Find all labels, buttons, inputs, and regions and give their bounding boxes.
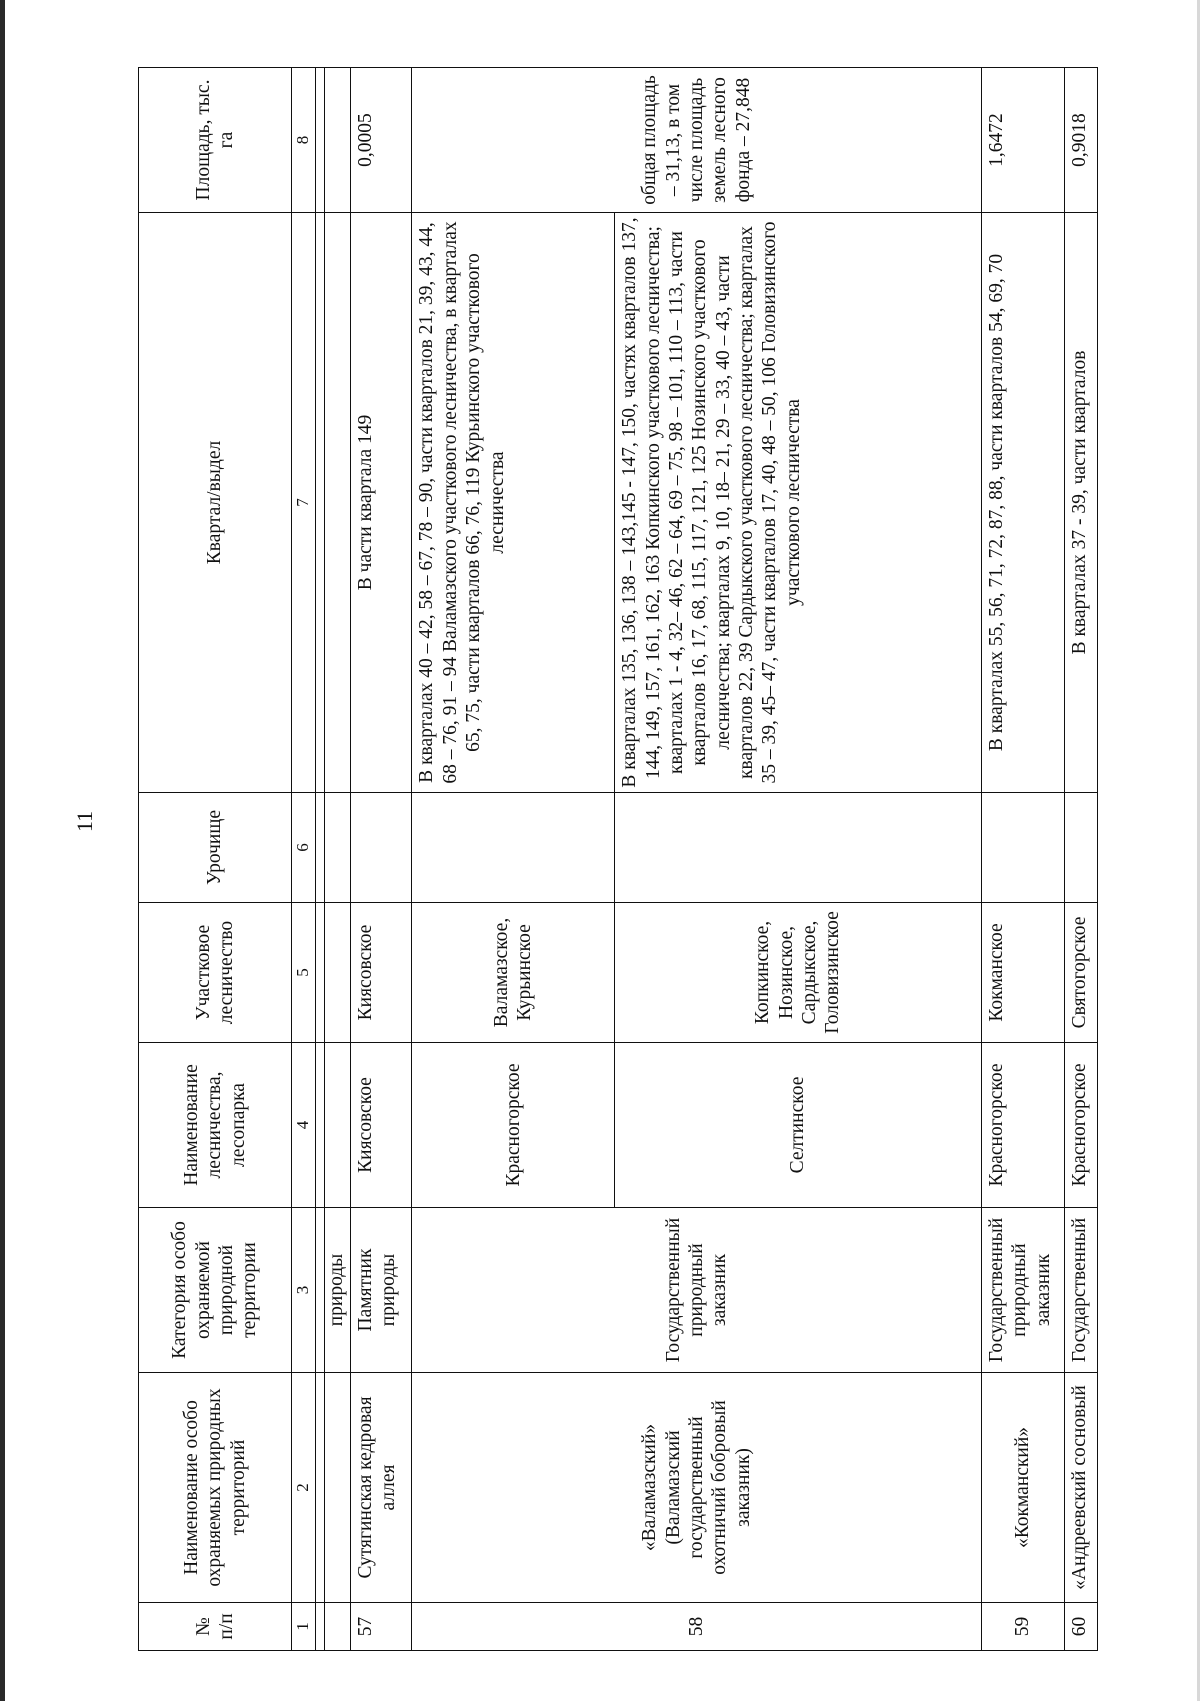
colnum-6: 6: [292, 793, 316, 903]
row-kvartal: В кварталах 37 - 39, части кварталов: [1065, 213, 1098, 793]
row-district: Копкинское, Нозинское, Сардыкское, Головизинское: [615, 903, 982, 1043]
colnum-4: 4: [292, 1043, 316, 1208]
protected-areas-table: [138, 67, 1098, 1651]
colnum-7: 7: [292, 213, 316, 793]
colnum-8: 8: [292, 68, 316, 213]
row-district: Святогорское: [1065, 903, 1098, 1043]
continuation-row: [324, 68, 350, 1651]
header-num: № п/п: [139, 1603, 292, 1651]
row-category: Памятник природы: [350, 1208, 411, 1373]
row-forestry: Селтинское: [615, 1043, 982, 1208]
row-forestry: Красногорское: [1065, 1043, 1098, 1208]
colnum-1: 1: [292, 1603, 316, 1651]
row-num: 59: [981, 1603, 1064, 1651]
row-kvartal: В кварталах 40 – 42, 58 – 67, 78 – 90, части кварталов 21, 39, 43, 44, 68 – 76, 91 – 94 Валамазского участкового лесничества, в кварталах 65, 75, части кварталов 66, 76, 119 Курьинского участкового лесничества: [412, 213, 615, 793]
row-category: Государственный природный заказник: [412, 1208, 982, 1373]
row-area: 0,9018: [1065, 68, 1098, 213]
row-district: Кокманское: [981, 903, 1064, 1043]
row-kvartal: В части квартала 149: [350, 213, 411, 793]
row-district: Валамазское, Курьинское: [412, 903, 615, 1043]
row-num: 57: [350, 1603, 411, 1651]
row-tract: [412, 793, 615, 903]
row-forestry: Красногорское: [981, 1043, 1064, 1208]
page-number: 11: [72, 810, 97, 832]
colnum-3: 3: [292, 1208, 316, 1373]
row-forestry: Красногорское: [412, 1043, 615, 1208]
row-area: 0,0005: [350, 68, 411, 213]
row-forestry: Киясовское: [350, 1043, 411, 1208]
row-kvartal: В кварталах 135, 136, 138 – 143,145 - 147, 150, частях кварталов 137, 144, 149, 157, 161, 162, 163 Копкинского участкового лесничества; кварталах 1 - 4, 32– 46, 62 – 64, 69 – 75, 98 – 101, 110 – 113, части кварталов 16, 17, 68, 115, 117, 121, 125 Нозинского участкового лесничества; кварталах 9, 10, 18– 21, 29 – 33, 40 – 43, части кварталов 22, 39 Сардыкского участкового лесничества; кварталах 35 – 39, 45– 47, части кварталов 17, 40, 48 – 50, 106 Головизинского участкового лесничества: [615, 213, 982, 793]
table-row: [412, 68, 615, 1651]
header-name: Наименование особо охраняемых природных территорий: [139, 1373, 292, 1603]
row-category: Государственный: [1065, 1208, 1098, 1373]
row-name: «Андреевский сосновый: [1065, 1373, 1098, 1603]
row-tract: [615, 793, 982, 903]
header-row: [139, 68, 292, 1651]
rotated-table-container: [138, 68, 1098, 1651]
row-tract: [350, 793, 411, 903]
column-number-row: [292, 68, 316, 1651]
header-district: Участковое лесничество: [139, 903, 292, 1043]
header-forestry: Наименование лесничества, лесопарка: [139, 1043, 292, 1208]
header-tract: Урочище: [139, 793, 292, 903]
row-kvartal: В кварталах 55, 56, 71, 72, 87, 88, части кварталов 54, 69, 70: [981, 213, 1064, 793]
header-kvartal: Квартал/выдел: [139, 213, 292, 793]
table-row: [350, 68, 411, 1651]
scan-edge: [0, 0, 5, 1701]
row-area: общая площадь – 31,13, в том числе площадь земель лесного фонда – 27,848: [412, 68, 982, 213]
table-row: [1065, 68, 1098, 1651]
row-area: 1,6472: [981, 68, 1064, 213]
colnum-5: 5: [292, 903, 316, 1043]
row-name: «Кокманский»: [981, 1373, 1064, 1603]
row-num: 58: [412, 1603, 982, 1651]
separator-row: [315, 68, 324, 1651]
row-tract: [981, 793, 1064, 903]
continuation-category: природы: [324, 1208, 350, 1373]
row-tract: [1065, 793, 1098, 903]
row-name: «Валамазский» (Валамазский государственный охотничий бобровый заказник): [412, 1373, 982, 1603]
header-area: Площадь, тыс. га: [139, 68, 292, 213]
row-district: Киясовское: [350, 903, 411, 1043]
row-num: 60: [1065, 1603, 1098, 1651]
row-category: Государственный природный заказник: [981, 1208, 1064, 1373]
table-row: [981, 68, 1064, 1651]
colnum-2: 2: [292, 1373, 316, 1603]
header-category: Категория особо охраняемой природной территории: [139, 1208, 292, 1373]
row-name: Сутягинская кедровая аллея: [350, 1373, 411, 1603]
